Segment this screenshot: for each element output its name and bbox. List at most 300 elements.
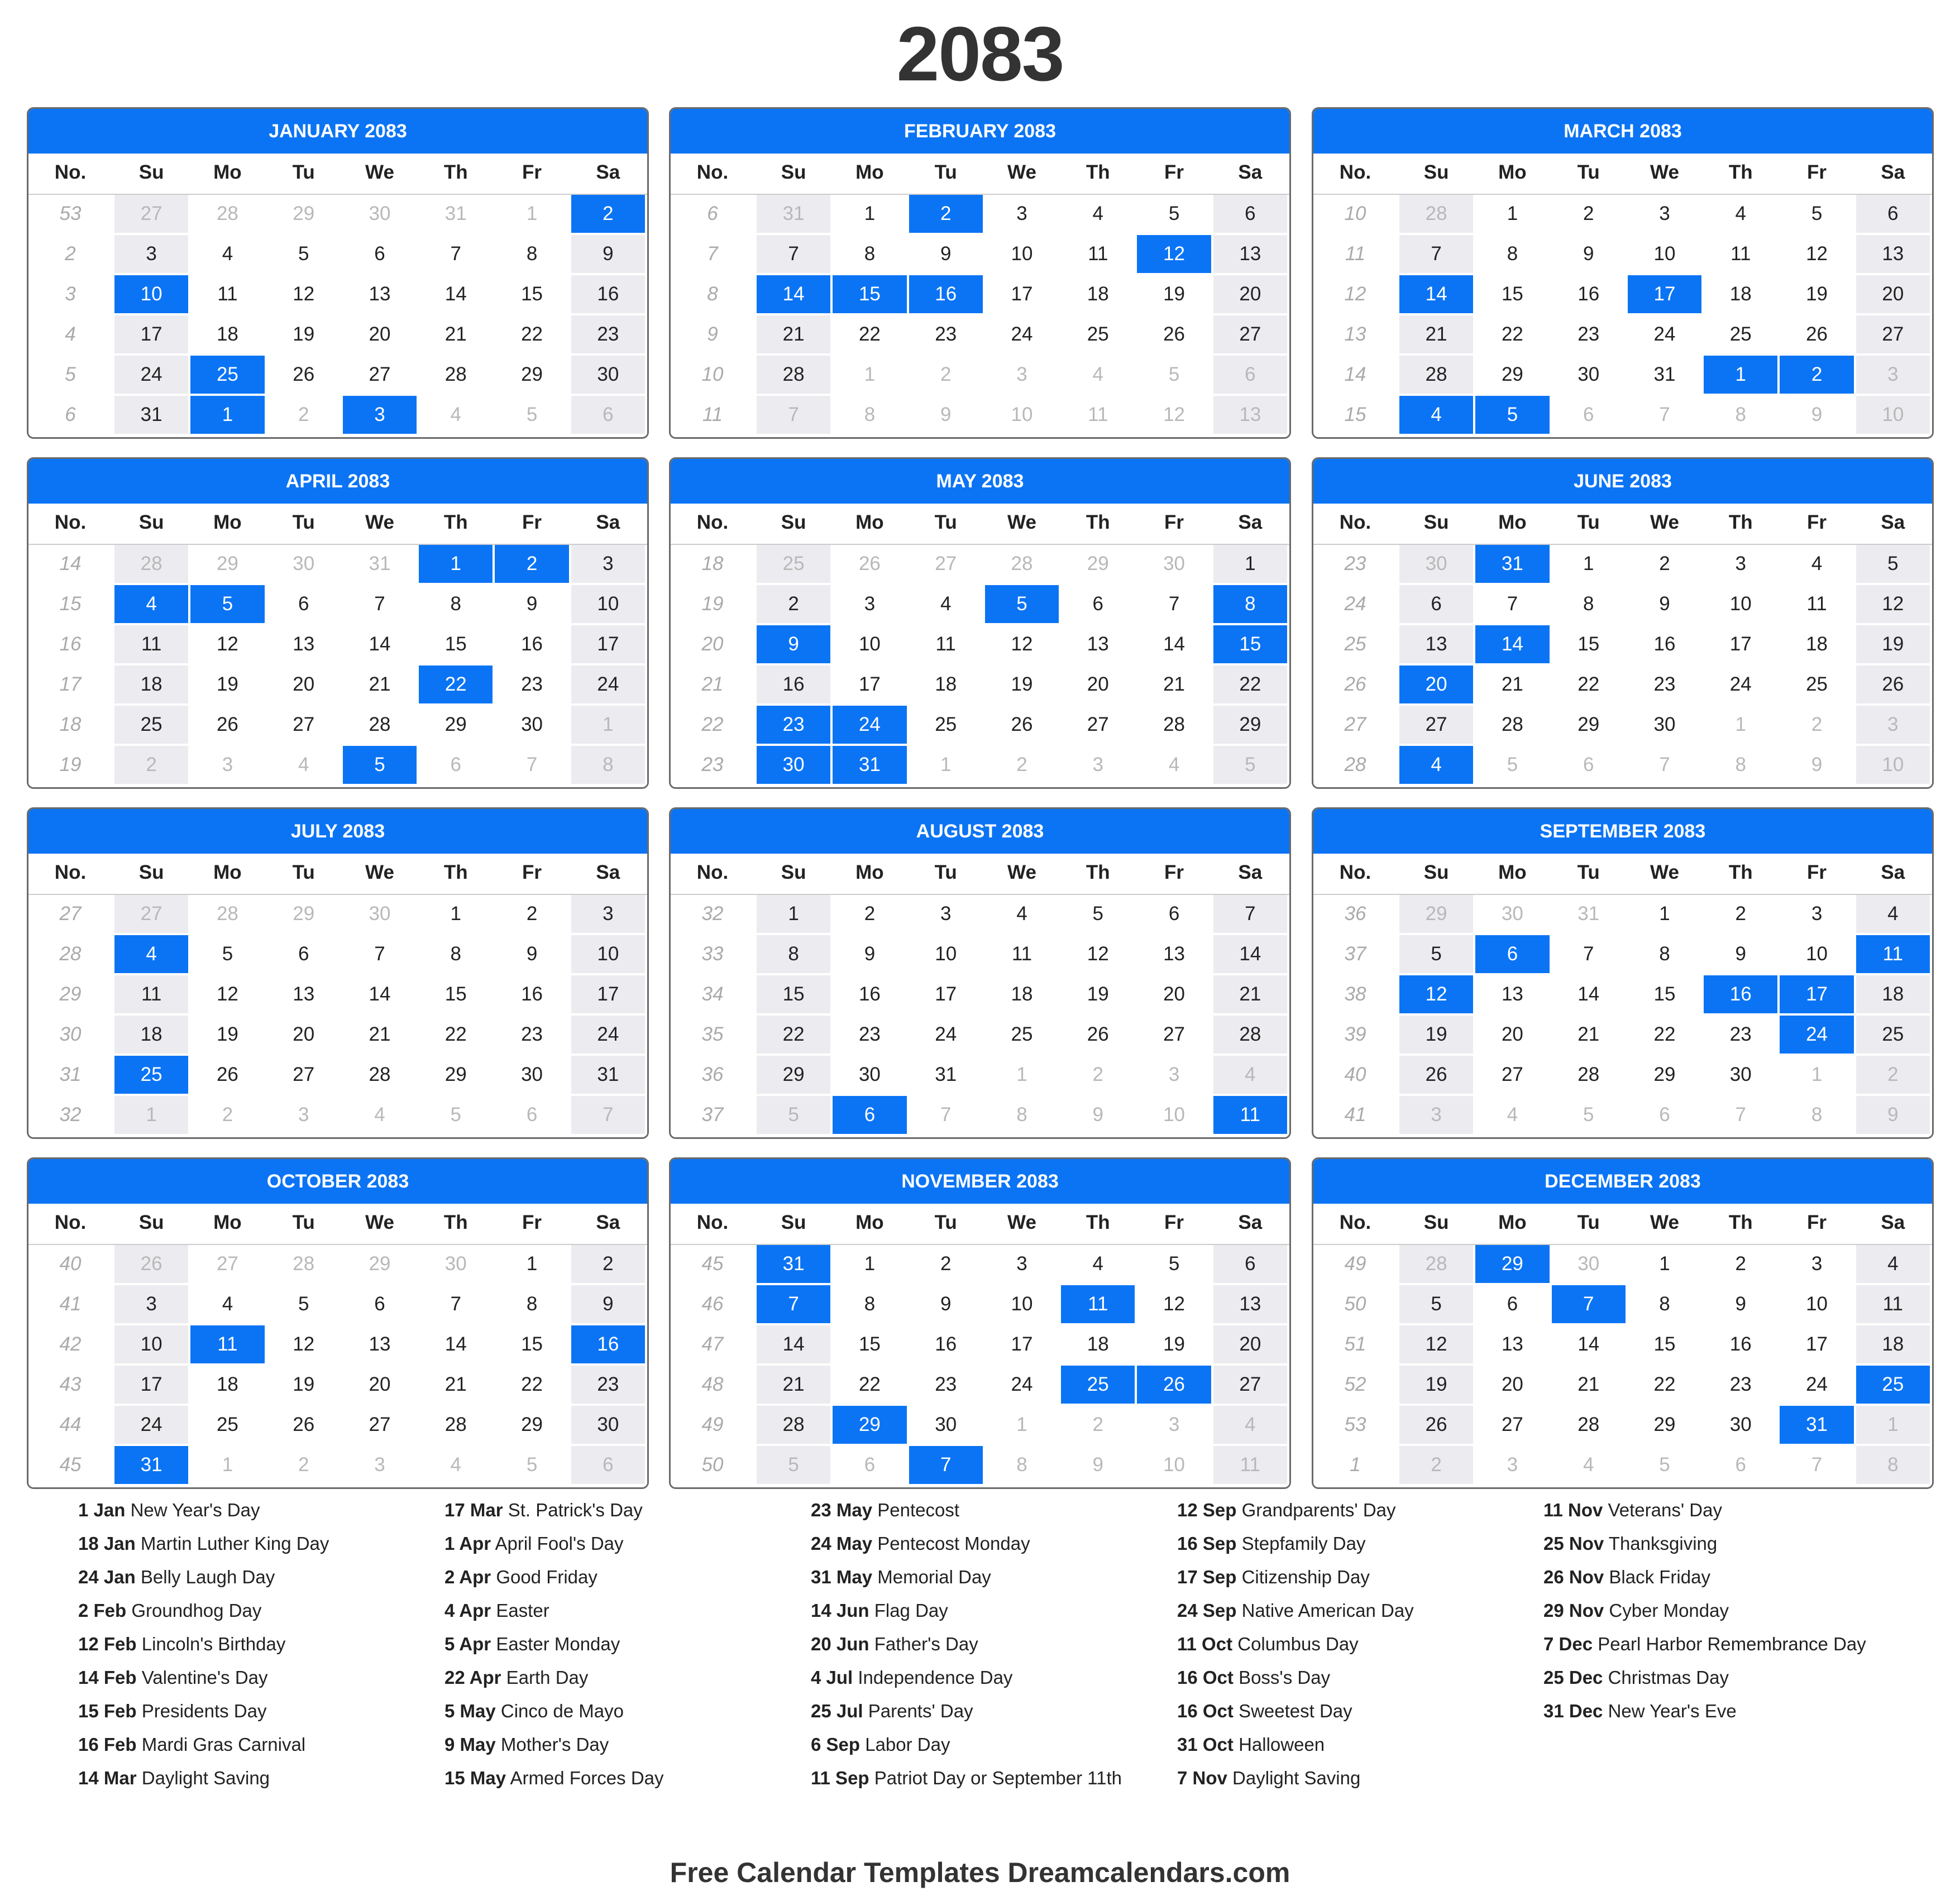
day-cell[interactable]: 30 — [419, 1245, 495, 1285]
day-cell[interactable]: 25 — [190, 1406, 266, 1446]
holiday-day-cell[interactable]: 2 — [571, 195, 647, 235]
day-cell[interactable]: 15 — [1552, 625, 1628, 665]
day-cell[interactable]: 13 — [1061, 625, 1137, 665]
day-cell[interactable]: 22 — [1475, 315, 1551, 356]
day-cell[interactable]: 25 — [757, 545, 833, 585]
day-cell[interactable]: 2 — [1628, 545, 1704, 585]
day-cell[interactable]: 21 — [757, 315, 833, 356]
day-cell[interactable]: 7 — [909, 1096, 985, 1136]
day-cell[interactable]: 9 — [909, 1285, 985, 1325]
day-cell[interactable]: 28 — [1399, 195, 1475, 235]
day-cell[interactable]: 10 — [833, 625, 909, 665]
day-cell[interactable]: 17 — [1704, 625, 1780, 665]
day-cell[interactable]: 24 — [571, 665, 647, 706]
day-cell[interactable]: 2 — [495, 895, 571, 935]
day-cell[interactable]: 17 — [909, 975, 985, 1016]
day-cell[interactable]: 25 — [1704, 315, 1780, 356]
day-cell[interactable]: 27 — [1213, 315, 1289, 356]
day-cell[interactable]: 10 — [985, 396, 1061, 436]
day-cell[interactable]: 28 — [190, 195, 266, 235]
holiday-day-cell[interactable]: 17 — [1628, 275, 1704, 315]
day-cell[interactable]: 7 — [495, 746, 571, 786]
day-cell[interactable]: 5 — [267, 1285, 343, 1325]
day-cell[interactable]: 4 — [190, 1285, 266, 1325]
day-cell[interactable]: 4 — [190, 235, 266, 275]
holiday-day-cell[interactable]: 16 — [1704, 975, 1780, 1016]
day-cell[interactable]: 3 — [571, 895, 647, 935]
day-cell[interactable]: 20 — [1213, 1325, 1289, 1366]
day-cell[interactable]: 8 — [495, 1285, 571, 1325]
holiday-day-cell[interactable]: 25 — [1061, 1366, 1137, 1406]
day-cell[interactable]: 3 — [1628, 195, 1704, 235]
day-cell[interactable]: 25 — [1856, 1016, 1932, 1056]
day-cell[interactable]: 26 — [1399, 1056, 1475, 1096]
day-cell[interactable]: 19 — [1061, 975, 1137, 1016]
day-cell[interactable]: 14 — [1552, 975, 1628, 1016]
day-cell[interactable]: 25 — [909, 706, 985, 746]
day-cell[interactable]: 3 — [1704, 545, 1780, 585]
day-cell[interactable]: 31 — [909, 1056, 985, 1096]
day-cell[interactable]: 10 — [909, 935, 985, 975]
day-cell[interactable]: 29 — [1399, 895, 1475, 935]
day-cell[interactable]: 11 — [909, 625, 985, 665]
day-cell[interactable]: 26 — [985, 706, 1061, 746]
day-cell[interactable]: 30 — [571, 356, 647, 396]
day-cell[interactable]: 21 — [1399, 315, 1475, 356]
day-cell[interactable]: 20 — [343, 315, 419, 356]
day-cell[interactable]: 27 — [1475, 1406, 1551, 1446]
day-cell[interactable]: 5 — [1137, 195, 1213, 235]
day-cell[interactable]: 3 — [1856, 356, 1932, 396]
holiday-day-cell[interactable]: 23 — [757, 706, 833, 746]
day-cell[interactable]: 13 — [1137, 935, 1213, 975]
day-cell[interactable]: 30 — [909, 1406, 985, 1446]
day-cell[interactable]: 28 — [419, 1406, 495, 1446]
day-cell[interactable]: 6 — [1399, 585, 1475, 625]
day-cell[interactable]: 7 — [571, 1096, 647, 1136]
day-cell[interactable]: 18 — [190, 1366, 266, 1406]
day-cell[interactable]: 5 — [757, 1446, 833, 1486]
day-cell[interactable]: 16 — [757, 665, 833, 706]
day-cell[interactable]: 29 — [1061, 545, 1137, 585]
day-cell[interactable]: 26 — [1780, 315, 1856, 356]
day-cell[interactable]: 29 — [419, 706, 495, 746]
day-cell[interactable]: 30 — [1475, 895, 1551, 935]
day-cell[interactable]: 24 — [571, 1016, 647, 1056]
day-cell[interactable]: 18 — [1856, 1325, 1932, 1366]
day-cell[interactable]: 9 — [1780, 746, 1856, 786]
day-cell[interactable]: 20 — [343, 1366, 419, 1406]
day-cell[interactable]: 1 — [985, 1406, 1061, 1446]
day-cell[interactable]: 24 — [114, 356, 190, 396]
day-cell[interactable]: 23 — [571, 315, 647, 356]
day-cell[interactable]: 9 — [495, 935, 571, 975]
holiday-day-cell[interactable]: 8 — [1213, 585, 1289, 625]
day-cell[interactable]: 3 — [1061, 746, 1137, 786]
day-cell[interactable]: 4 — [1475, 1096, 1551, 1136]
day-cell[interactable]: 13 — [343, 275, 419, 315]
day-cell[interactable]: 5 — [1399, 935, 1475, 975]
day-cell[interactable]: 6 — [1137, 895, 1213, 935]
day-cell[interactable]: 3 — [1780, 895, 1856, 935]
holiday-day-cell[interactable]: 9 — [757, 625, 833, 665]
holiday-day-cell[interactable]: 29 — [1475, 1245, 1551, 1285]
day-cell[interactable]: 17 — [114, 1366, 190, 1406]
day-cell[interactable]: 14 — [1137, 625, 1213, 665]
day-cell[interactable]: 15 — [419, 975, 495, 1016]
day-cell[interactable]: 5 — [1552, 1096, 1628, 1136]
day-cell[interactable]: 12 — [1780, 235, 1856, 275]
day-cell[interactable]: 27 — [909, 545, 985, 585]
day-cell[interactable]: 22 — [1628, 1016, 1704, 1056]
day-cell[interactable]: 18 — [1780, 625, 1856, 665]
day-cell[interactable]: 19 — [1137, 1325, 1213, 1366]
day-cell[interactable]: 10 — [1137, 1446, 1213, 1486]
day-cell[interactable]: 2 — [1704, 1245, 1780, 1285]
day-cell[interactable]: 29 — [267, 895, 343, 935]
day-cell[interactable]: 31 — [1628, 356, 1704, 396]
day-cell[interactable]: 9 — [495, 585, 571, 625]
day-cell[interactable]: 6 — [1552, 746, 1628, 786]
day-cell[interactable]: 6 — [1704, 1446, 1780, 1486]
day-cell[interactable]: 10 — [1137, 1096, 1213, 1136]
day-cell[interactable]: 14 — [1552, 1325, 1628, 1366]
holiday-day-cell[interactable]: 2 — [495, 545, 571, 585]
day-cell[interactable]: 29 — [1628, 1406, 1704, 1446]
holiday-day-cell[interactable]: 29 — [833, 1406, 909, 1446]
day-cell[interactable]: 5 — [1061, 895, 1137, 935]
day-cell[interactable]: 1 — [1628, 1245, 1704, 1285]
day-cell[interactable]: 10 — [1780, 1285, 1856, 1325]
day-cell[interactable]: 5 — [1137, 356, 1213, 396]
holiday-day-cell[interactable]: 31 — [1780, 1406, 1856, 1446]
day-cell[interactable]: 27 — [1137, 1016, 1213, 1056]
day-cell[interactable]: 12 — [190, 975, 266, 1016]
day-cell[interactable]: 6 — [343, 1285, 419, 1325]
day-cell[interactable]: 1 — [985, 1056, 1061, 1096]
day-cell[interactable]: 17 — [985, 1325, 1061, 1366]
day-cell[interactable]: 14 — [1213, 935, 1289, 975]
day-cell[interactable]: 21 — [1213, 975, 1289, 1016]
day-cell[interactable]: 18 — [1856, 975, 1932, 1016]
day-cell[interactable]: 5 — [419, 1096, 495, 1136]
day-cell[interactable]: 24 — [1628, 315, 1704, 356]
day-cell[interactable]: 20 — [1475, 1366, 1551, 1406]
holiday-day-cell[interactable]: 12 — [1137, 235, 1213, 275]
day-cell[interactable]: 21 — [1137, 665, 1213, 706]
day-cell[interactable]: 30 — [1552, 1245, 1628, 1285]
day-cell[interactable]: 4 — [1780, 545, 1856, 585]
day-cell[interactable]: 18 — [1061, 1325, 1137, 1366]
day-cell[interactable]: 15 — [833, 1325, 909, 1366]
day-cell[interactable]: 20 — [267, 665, 343, 706]
day-cell[interactable]: 1 — [1552, 545, 1628, 585]
day-cell[interactable]: 18 — [985, 975, 1061, 1016]
day-cell[interactable]: 29 — [419, 1056, 495, 1096]
day-cell[interactable]: 2 — [571, 1245, 647, 1285]
holiday-day-cell[interactable]: 1 — [419, 545, 495, 585]
day-cell[interactable]: 27 — [1213, 1366, 1289, 1406]
day-cell[interactable]: 1 — [114, 1096, 190, 1136]
day-cell[interactable]: 29 — [1552, 706, 1628, 746]
day-cell[interactable]: 27 — [267, 706, 343, 746]
day-cell[interactable]: 12 — [1399, 1325, 1475, 1366]
day-cell[interactable]: 28 — [757, 1406, 833, 1446]
day-cell[interactable]: 4 — [1856, 1245, 1932, 1285]
day-cell[interactable]: 19 — [267, 315, 343, 356]
day-cell[interactable]: 31 — [1552, 895, 1628, 935]
day-cell[interactable]: 4 — [1213, 1056, 1289, 1096]
day-cell[interactable]: 23 — [495, 665, 571, 706]
day-cell[interactable]: 3 — [267, 1096, 343, 1136]
day-cell[interactable]: 21 — [1552, 1366, 1628, 1406]
day-cell[interactable]: 1 — [757, 895, 833, 935]
day-cell[interactable]: 6 — [1856, 195, 1932, 235]
holiday-day-cell[interactable]: 11 — [1856, 935, 1932, 975]
day-cell[interactable]: 21 — [757, 1366, 833, 1406]
day-cell[interactable]: 13 — [1213, 235, 1289, 275]
day-cell[interactable]: 22 — [1628, 1366, 1704, 1406]
day-cell[interactable]: 1 — [190, 1446, 266, 1486]
day-cell[interactable]: 12 — [1061, 935, 1137, 975]
day-cell[interactable]: 31 — [343, 545, 419, 585]
day-cell[interactable]: 13 — [1213, 1285, 1289, 1325]
holiday-day-cell[interactable]: 11 — [1213, 1096, 1289, 1136]
day-cell[interactable]: 24 — [114, 1406, 190, 1446]
day-cell[interactable]: 14 — [343, 625, 419, 665]
day-cell[interactable]: 16 — [909, 1325, 985, 1366]
day-cell[interactable]: 4 — [267, 746, 343, 786]
day-cell[interactable]: 4 — [343, 1096, 419, 1136]
holiday-day-cell[interactable]: 31 — [757, 1245, 833, 1285]
day-cell[interactable]: 19 — [1856, 625, 1932, 665]
day-cell[interactable]: 21 — [419, 1366, 495, 1406]
day-cell[interactable]: 13 — [267, 625, 343, 665]
day-cell[interactable]: 29 — [495, 356, 571, 396]
day-cell[interactable]: 27 — [1856, 315, 1932, 356]
day-cell[interactable]: 10 — [1856, 396, 1932, 436]
day-cell[interactable]: 8 — [1552, 585, 1628, 625]
day-cell[interactable]: 27 — [1061, 706, 1137, 746]
day-cell[interactable]: 31 — [419, 195, 495, 235]
day-cell[interactable]: 30 — [1704, 1406, 1780, 1446]
day-cell[interactable]: 6 — [1552, 396, 1628, 436]
day-cell[interactable]: 28 — [1399, 356, 1475, 396]
holiday-day-cell[interactable]: 2 — [909, 195, 985, 235]
day-cell[interactable]: 23 — [833, 1016, 909, 1056]
day-cell[interactable]: 2 — [833, 895, 909, 935]
day-cell[interactable]: 3 — [1780, 1245, 1856, 1285]
day-cell[interactable]: 30 — [343, 895, 419, 935]
day-cell[interactable]: 26 — [1061, 1016, 1137, 1056]
day-cell[interactable]: 19 — [190, 665, 266, 706]
holiday-day-cell[interactable]: 1 — [190, 396, 266, 436]
day-cell[interactable]: 16 — [571, 275, 647, 315]
day-cell[interactable]: 23 — [571, 1366, 647, 1406]
holiday-day-cell[interactable]: 15 — [1213, 625, 1289, 665]
day-cell[interactable]: 14 — [419, 1325, 495, 1366]
day-cell[interactable]: 4 — [419, 396, 495, 436]
holiday-day-cell[interactable]: 6 — [1475, 935, 1551, 975]
day-cell[interactable]: 3 — [985, 356, 1061, 396]
day-cell[interactable]: 8 — [419, 585, 495, 625]
day-cell[interactable]: 10 — [571, 585, 647, 625]
day-cell[interactable]: 3 — [190, 746, 266, 786]
day-cell[interactable]: 20 — [1137, 975, 1213, 1016]
day-cell[interactable]: 3 — [833, 585, 909, 625]
day-cell[interactable]: 25 — [1061, 315, 1137, 356]
day-cell[interactable]: 29 — [757, 1056, 833, 1096]
day-cell[interactable]: 20 — [267, 1016, 343, 1056]
day-cell[interactable]: 6 — [495, 1096, 571, 1136]
holiday-day-cell[interactable]: 30 — [757, 746, 833, 786]
day-cell[interactable]: 29 — [1475, 356, 1551, 396]
day-cell[interactable]: 1 — [1780, 1056, 1856, 1096]
day-cell[interactable]: 13 — [1475, 1325, 1551, 1366]
day-cell[interactable]: 23 — [495, 1016, 571, 1056]
day-cell[interactable]: 9 — [1704, 1285, 1780, 1325]
day-cell[interactable]: 1 — [1475, 195, 1551, 235]
day-cell[interactable]: 15 — [1475, 275, 1551, 315]
day-cell[interactable]: 7 — [343, 585, 419, 625]
holiday-day-cell[interactable]: 20 — [1399, 665, 1475, 706]
day-cell[interactable]: 11 — [1780, 585, 1856, 625]
day-cell[interactable]: 5 — [1780, 195, 1856, 235]
day-cell[interactable]: 22 — [419, 1016, 495, 1056]
day-cell[interactable]: 14 — [419, 275, 495, 315]
day-cell[interactable]: 6 — [1628, 1096, 1704, 1136]
day-cell[interactable]: 15 — [495, 1325, 571, 1366]
day-cell[interactable]: 4 — [419, 1446, 495, 1486]
day-cell[interactable]: 26 — [114, 1245, 190, 1285]
day-cell[interactable]: 1 — [1856, 1406, 1932, 1446]
day-cell[interactable]: 8 — [833, 1285, 909, 1325]
day-cell[interactable]: 17 — [114, 315, 190, 356]
holiday-day-cell[interactable]: 24 — [833, 706, 909, 746]
holiday-day-cell[interactable]: 4 — [1399, 396, 1475, 436]
day-cell[interactable]: 30 — [833, 1056, 909, 1096]
holiday-day-cell[interactable]: 24 — [1780, 1016, 1856, 1056]
holiday-day-cell[interactable]: 17 — [1780, 975, 1856, 1016]
day-cell[interactable]: 11 — [114, 625, 190, 665]
day-cell[interactable]: 1 — [909, 746, 985, 786]
day-cell[interactable]: 22 — [1213, 665, 1289, 706]
day-cell[interactable]: 16 — [1552, 275, 1628, 315]
day-cell[interactable]: 12 — [985, 625, 1061, 665]
day-cell[interactable]: 9 — [571, 235, 647, 275]
day-cell[interactable]: 10 — [1704, 585, 1780, 625]
day-cell[interactable]: 22 — [495, 1366, 571, 1406]
day-cell[interactable]: 4 — [1552, 1446, 1628, 1486]
day-cell[interactable]: 1 — [1213, 545, 1289, 585]
day-cell[interactable]: 13 — [343, 1325, 419, 1366]
day-cell[interactable]: 5 — [495, 1446, 571, 1486]
day-cell[interactable]: 2 — [1780, 706, 1856, 746]
day-cell[interactable]: 29 — [343, 1245, 419, 1285]
day-cell[interactable]: 10 — [114, 1325, 190, 1366]
day-cell[interactable]: 1 — [1628, 895, 1704, 935]
day-cell[interactable]: 6 — [1475, 1285, 1551, 1325]
day-cell[interactable]: 19 — [985, 665, 1061, 706]
holiday-day-cell[interactable]: 5 — [190, 585, 266, 625]
day-cell[interactable]: 13 — [267, 975, 343, 1016]
day-cell[interactable]: 7 — [1475, 585, 1551, 625]
day-cell[interactable]: 8 — [985, 1446, 1061, 1486]
holiday-day-cell[interactable]: 31 — [114, 1446, 190, 1486]
holiday-day-cell[interactable]: 11 — [190, 1325, 266, 1366]
day-cell[interactable]: 2 — [1704, 895, 1780, 935]
day-cell[interactable]: 19 — [267, 1366, 343, 1406]
day-cell[interactable]: 30 — [1552, 356, 1628, 396]
day-cell[interactable]: 8 — [571, 746, 647, 786]
day-cell[interactable]: 23 — [1704, 1016, 1780, 1056]
day-cell[interactable]: 8 — [757, 935, 833, 975]
day-cell[interactable]: 8 — [1856, 1446, 1932, 1486]
day-cell[interactable]: 19 — [1399, 1366, 1475, 1406]
day-cell[interactable]: 2 — [1061, 1056, 1137, 1096]
day-cell[interactable]: 8 — [1780, 1096, 1856, 1136]
day-cell[interactable]: 26 — [267, 1406, 343, 1446]
day-cell[interactable]: 24 — [1704, 665, 1780, 706]
day-cell[interactable]: 10 — [1856, 746, 1932, 786]
day-cell[interactable]: 3 — [114, 1285, 190, 1325]
day-cell[interactable]: 7 — [757, 235, 833, 275]
day-cell[interactable]: 14 — [343, 975, 419, 1016]
day-cell[interactable]: 21 — [343, 665, 419, 706]
day-cell[interactable]: 7 — [1628, 746, 1704, 786]
holiday-day-cell[interactable]: 31 — [1475, 545, 1551, 585]
day-cell[interactable]: 21 — [343, 1016, 419, 1056]
day-cell[interactable]: 19 — [1780, 275, 1856, 315]
day-cell[interactable]: 21 — [419, 315, 495, 356]
day-cell[interactable]: 10 — [985, 1285, 1061, 1325]
holiday-day-cell[interactable]: 7 — [1552, 1285, 1628, 1325]
day-cell[interactable]: 8 — [985, 1096, 1061, 1136]
day-cell[interactable]: 31 — [757, 195, 833, 235]
day-cell[interactable]: 28 — [343, 706, 419, 746]
day-cell[interactable]: 23 — [1552, 315, 1628, 356]
holiday-day-cell[interactable]: 5 — [985, 585, 1061, 625]
day-cell[interactable]: 17 — [1780, 1325, 1856, 1366]
day-cell[interactable]: 26 — [190, 706, 266, 746]
holiday-day-cell[interactable]: 5 — [1475, 396, 1551, 436]
day-cell[interactable]: 29 — [1213, 706, 1289, 746]
day-cell[interactable]: 4 — [909, 585, 985, 625]
day-cell[interactable]: 11 — [1061, 235, 1137, 275]
day-cell[interactable]: 8 — [1628, 935, 1704, 975]
holiday-day-cell[interactable]: 10 — [114, 275, 190, 315]
day-cell[interactable]: 1 — [495, 1245, 571, 1285]
day-cell[interactable]: 16 — [1628, 625, 1704, 665]
day-cell[interactable]: 4 — [1061, 195, 1137, 235]
day-cell[interactable]: 2 — [267, 1446, 343, 1486]
day-cell[interactable]: 11 — [1704, 235, 1780, 275]
day-cell[interactable]: 17 — [985, 275, 1061, 315]
day-cell[interactable]: 28 — [985, 545, 1061, 585]
holiday-day-cell[interactable]: 16 — [571, 1325, 647, 1366]
day-cell[interactable]: 3 — [985, 1245, 1061, 1285]
day-cell[interactable]: 12 — [1856, 585, 1932, 625]
day-cell[interactable]: 22 — [833, 315, 909, 356]
day-cell[interactable]: 8 — [833, 396, 909, 436]
day-cell[interactable]: 9 — [1856, 1096, 1932, 1136]
day-cell[interactable]: 16 — [495, 975, 571, 1016]
day-cell[interactable]: 24 — [985, 1366, 1061, 1406]
day-cell[interactable]: 11 — [1213, 1446, 1289, 1486]
footer-site-link[interactable]: Dreamcalendars.com — [1007, 1857, 1290, 1888]
holiday-day-cell[interactable]: 7 — [909, 1446, 985, 1486]
day-cell[interactable]: 17 — [571, 975, 647, 1016]
